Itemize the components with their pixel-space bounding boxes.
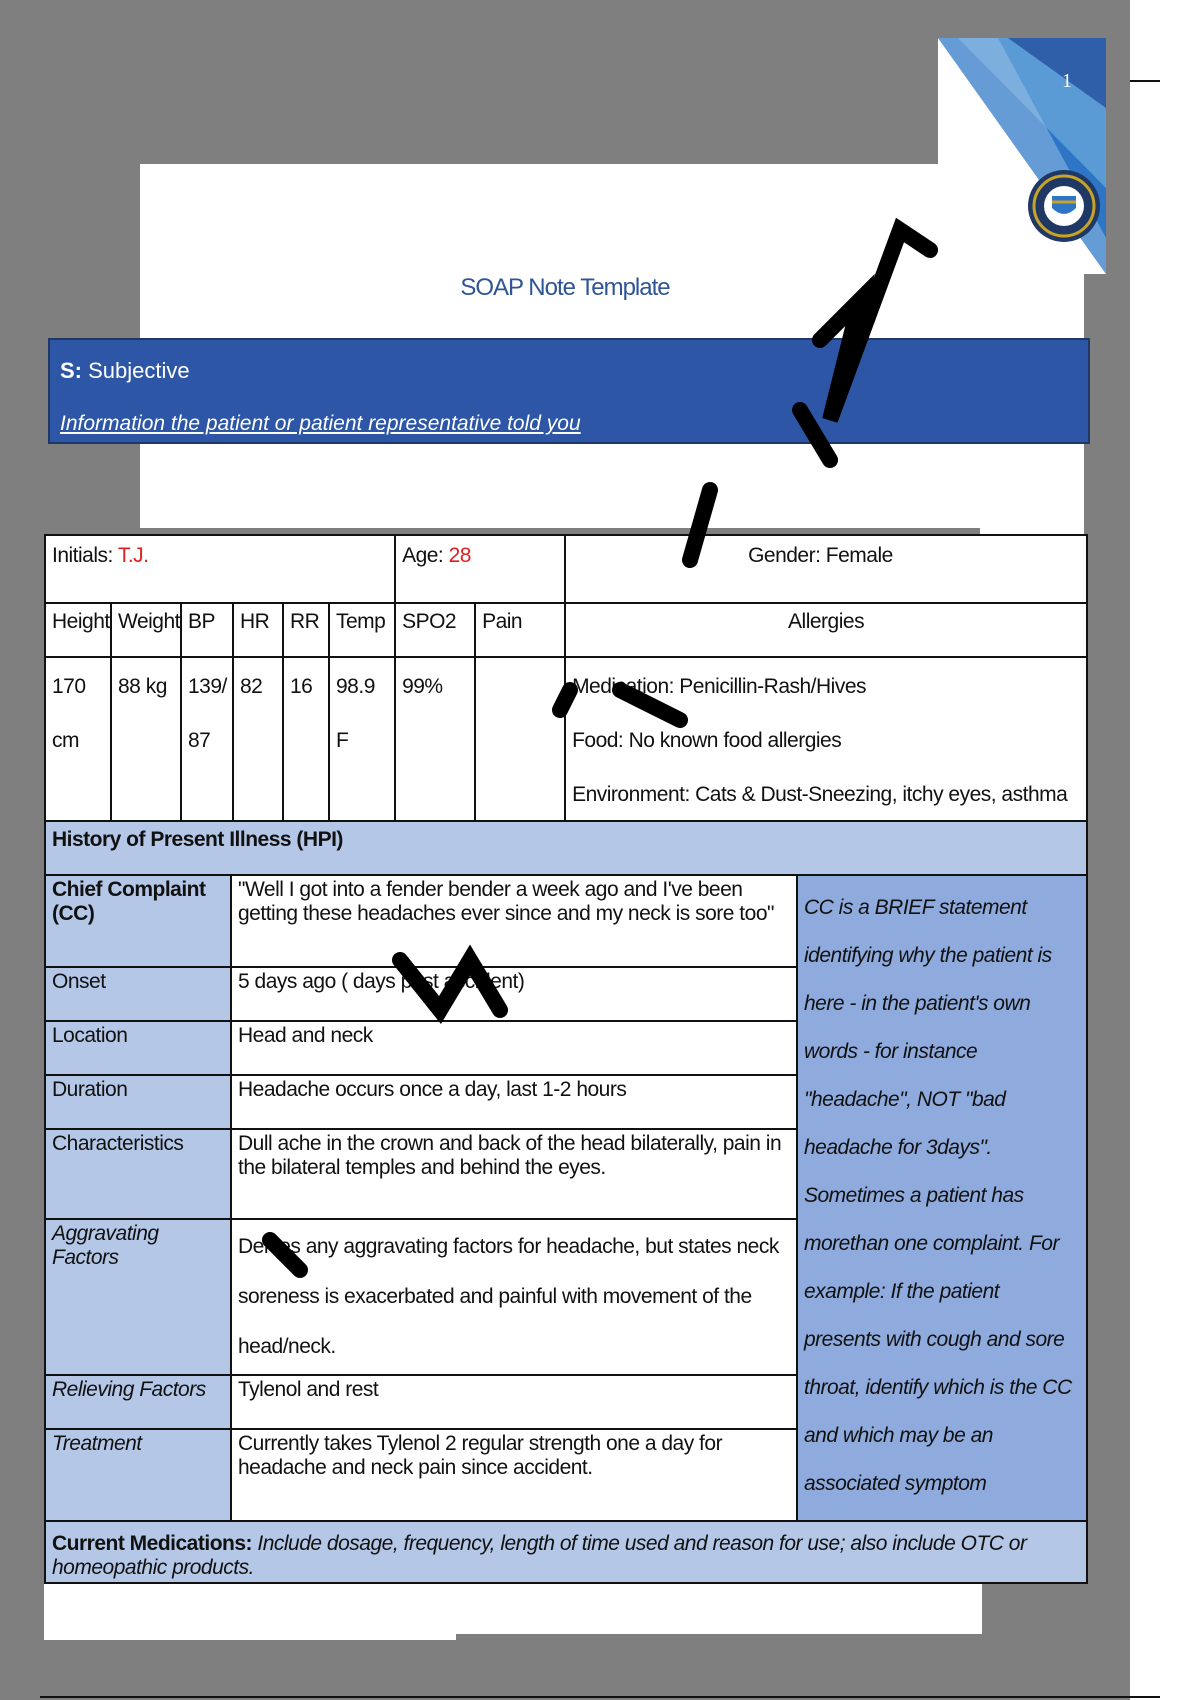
section-name: Subjective — [88, 358, 190, 383]
location-value: Head and neck — [231, 1021, 797, 1075]
spo2-header: SPO2 — [395, 603, 475, 657]
characteristics-value: Dull ache in the crown and back of the head bilaterally, pain in the bilateral temples and behind the eyes. — [231, 1129, 797, 1219]
allergies-header: Allergies — [565, 603, 1087, 657]
characteristics-label: Characteristics — [45, 1129, 231, 1219]
treatment-value: Currently takes Tylenol 2 regular strength one a day for headache and neck pain since accident. — [231, 1429, 797, 1521]
cc-label: Chief Complaint (CC) — [45, 875, 231, 967]
height-value: 170 cm — [45, 657, 111, 879]
hpi-table — [44, 820, 1088, 1584]
patient-id-row — [45, 535, 1087, 603]
rr-header: RR — [283, 603, 329, 657]
aggravating-label: Aggravating Factors — [45, 1219, 231, 1375]
current-medications-row — [45, 1521, 1087, 1583]
temp-value: 98.9 F — [329, 657, 395, 879]
gender-cell: Gender: Female — [565, 535, 1087, 603]
footer-rule — [40, 1696, 1160, 1698]
page-title: SOAP Note Template — [460, 274, 670, 301]
page-number: 1 — [1062, 70, 1072, 92]
section-letter: S: — [60, 358, 82, 383]
medication-allergy: Medication: Penicillin-Rash/Hives — [572, 675, 867, 698]
relieving-label: Relieving Factors — [45, 1375, 231, 1429]
aggravating-value: Denies any aggravating factors for headache, but states neck soreness is exacerbated and painful with movement of the head/neck. — [231, 1219, 797, 1375]
spo2-value: 99% — [395, 657, 475, 879]
current-medications-instructions: Include dosage, frequency, length of time used and reason for use; also include OTC or homeopathic products. — [52, 1532, 1027, 1579]
environment-allergy: Environment: Cats & Dust-Sneezing, itchy eyes, asthma — [572, 783, 1068, 806]
initials-value: T.J. — [117, 544, 149, 567]
relieving-value: Tylenol and rest — [231, 1375, 797, 1429]
header-rule — [1130, 80, 1160, 82]
location-label: Location — [45, 1021, 231, 1075]
subjective-description: Information the patient or patient representative told you — [60, 412, 581, 435]
subjective-heading — [60, 358, 190, 384]
duration-label: Duration — [45, 1075, 231, 1129]
hr-value: 82 — [233, 657, 283, 879]
pain-header: Pain — [475, 603, 565, 657]
treatment-label: Treatment — [45, 1429, 231, 1521]
current-medications-label: Current Medications: — [52, 1532, 253, 1555]
weight-value: 88 kg — [111, 657, 181, 879]
initials-cell: Initials: T.J. — [45, 535, 395, 603]
vitals-header-row — [45, 603, 1087, 657]
temp-header: Temp — [329, 603, 395, 657]
bp-header: BP — [181, 603, 233, 657]
university-seal-icon — [1028, 170, 1100, 242]
onset-label: Onset — [45, 967, 231, 1021]
corner-badge — [938, 38, 1106, 274]
weight-header: Weight — [111, 603, 181, 657]
food-allergy: Food: No known food allergies — [572, 729, 842, 752]
hpi-row-cc — [45, 875, 1087, 967]
rr-value: 16 — [283, 657, 329, 879]
height-header: Height — [45, 603, 111, 657]
hr-header: HR — [233, 603, 283, 657]
current-medications — [45, 1521, 1087, 1583]
page-sheet-bottom-strip — [44, 1632, 456, 1640]
duration-value: Headache occurs once a day, last 1-2 hours — [231, 1075, 797, 1129]
onset-value: 5 days ago ( days post accident) — [231, 967, 797, 1021]
bp-value: 139/ 87 — [181, 657, 233, 879]
hpi-header-row — [45, 821, 1087, 875]
hpi-header: History of Present Illness (HPI) — [45, 821, 1087, 875]
cc-value: "Well I got into a fender bender a week ago and I've been getting these headaches ever since and my neck is sore too" — [231, 875, 797, 967]
age-cell: Age: 28 — [395, 535, 565, 603]
subjective-banner — [48, 338, 1090, 444]
age-value: 28 — [448, 544, 471, 567]
cc-guidance-note: CC is a BRIEF statement identifying why the patient is here - in the patient's own words - for instance "headache", NOT "bad headache for 3days". Sometimes a patient has morethan one complaint. For example: If the patient presents with cough and sore throat, identify which is the CC and which may be an associated symptom — [797, 875, 1087, 1521]
